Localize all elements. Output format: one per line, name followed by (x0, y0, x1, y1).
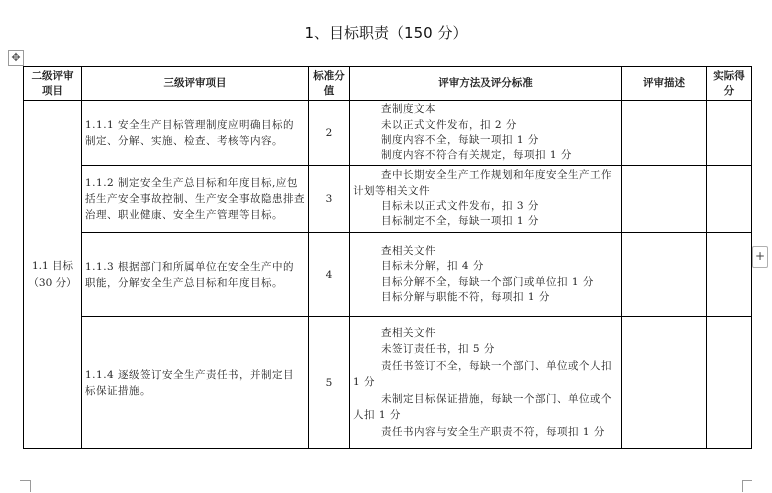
method-line: 查中长期安全生产工作规划和年度安全生产工作计划等相关文件 (353, 169, 612, 197)
desc-cell[interactable] (622, 166, 707, 233)
method-cell[interactable] (350, 317, 622, 449)
group-cell: 1.1 目标（30 分） (24, 101, 82, 449)
table-row (24, 317, 752, 449)
table-row (24, 233, 752, 317)
item-cell[interactable]: 1.1.3 根据部门和所属单位在安全生产中的职能，分解安全生产总目标和年度目标。 (82, 233, 309, 317)
method-cell[interactable] (350, 101, 622, 166)
header-level3: 三级评审项目 (82, 67, 309, 101)
evaluation-table (23, 66, 752, 449)
method-line: 查相关文件 (381, 244, 436, 257)
header-actual: 实际得分 (707, 67, 752, 101)
method-line: 目标未分解，扣 4 分 (381, 260, 484, 273)
method-line: 目标制定不全，每缺一项扣 1 分 (381, 215, 539, 228)
header-row (24, 67, 752, 101)
header-score: 标准分值 (309, 67, 350, 101)
method-line: 查相关文件 (381, 326, 436, 339)
method-line: 目标分解与职能不符，每项扣 1 分 (381, 290, 550, 303)
add-row-button[interactable]: + (752, 246, 768, 268)
document-title: 1、目标职责（150 分） (304, 24, 468, 42)
method-line: 责任书签订不全，每缺一个部门、单位或个人扣 1 分 (353, 359, 612, 389)
method-line: 制度内容不全，每缺一项扣 1 分 (381, 134, 539, 146)
method-line: 制度内容不符合有关规定，每项扣 1 分 (381, 149, 572, 162)
method-line: 目标分解不全，每缺一个部门或单位扣 1 分 (381, 275, 594, 288)
header-method: 评审方法及评分标准 (350, 67, 622, 101)
header-desc: 评审描述 (622, 67, 707, 101)
score-cell[interactable]: 4 (309, 233, 350, 317)
table-move-handle-icon[interactable]: ✥ (8, 50, 24, 66)
score-cell[interactable]: 2 (309, 101, 350, 166)
item-cell[interactable]: 1.1.1 安全生产目标管理制度应明确目标的制定、分解、实施、检查、考核等内容。 (82, 101, 309, 166)
table-row (24, 166, 752, 233)
method-line: 目标未以正式文件发布，扣 3 分 (381, 200, 539, 212)
method-line: 查制度文本 (381, 103, 436, 116)
desc-cell[interactable] (622, 317, 707, 449)
method-line: 未签订责任书，扣 5 分 (381, 343, 495, 356)
actual-score-cell[interactable] (707, 166, 752, 233)
item-cell[interactable]: 1.1.2 制定安全生产总目标和年度目标,应包括生产安全事故控制、生产安全事故隐患排查治理、职业健康、安全生产管理等目标。 (82, 166, 309, 233)
desc-cell[interactable] (622, 233, 707, 317)
desc-cell[interactable] (622, 101, 707, 166)
table-row (24, 101, 752, 166)
actual-score-cell[interactable] (707, 317, 752, 449)
method-line: 责任书内容与安全生产职责不符，每项扣 1 分 (381, 425, 605, 438)
score-cell[interactable]: 3 (309, 166, 350, 233)
crop-mark-right-v (742, 480, 743, 492)
method-line: 未制定目标保证措施，每缺一个部门、单位或个人扣 1 分 (353, 392, 612, 422)
crop-mark-right (742, 480, 752, 489)
crop-mark-left (20, 480, 30, 489)
method-line: 未以正式文件发布，扣 2 分 (381, 118, 517, 131)
actual-score-cell[interactable] (707, 101, 752, 166)
method-cell[interactable] (350, 233, 622, 317)
crop-mark-left-v (30, 480, 31, 492)
actual-score-cell[interactable] (707, 233, 752, 317)
header-level2: 二级评审项目 (24, 67, 82, 101)
score-cell[interactable]: 5 (309, 317, 350, 449)
item-cell[interactable]: 1.1.4 逐级签订安全生产责任书，并制定目标保证措施。 (82, 317, 309, 449)
method-cell[interactable] (350, 166, 622, 233)
